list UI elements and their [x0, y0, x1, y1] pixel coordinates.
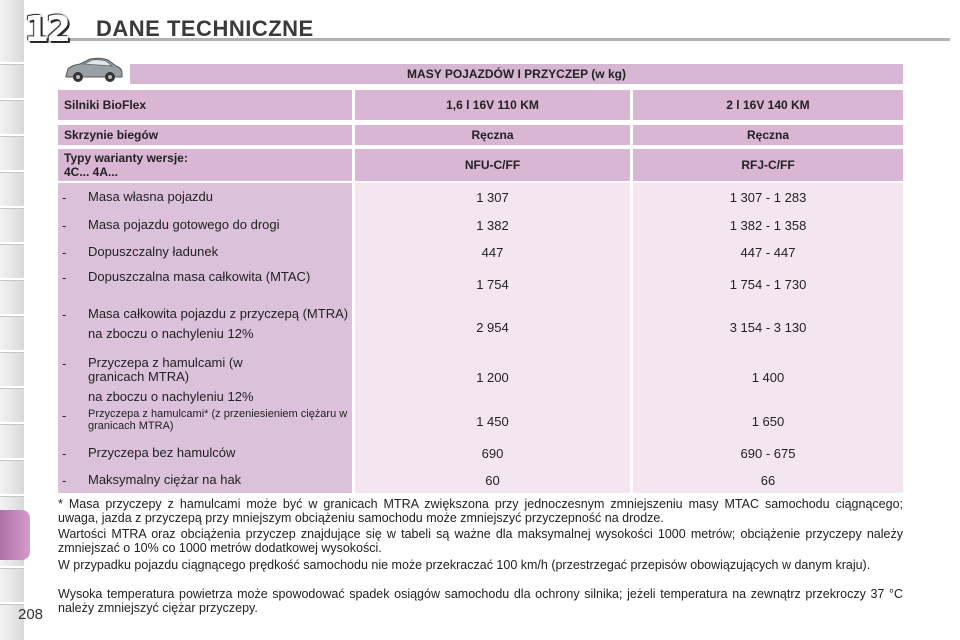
types-label — [58, 149, 352, 181]
row-label-sub: na zboczu o nachyleniu 12% — [88, 389, 254, 404]
table-row — [58, 408, 903, 436]
row-value-col2: 1 307 - 1 283 — [729, 190, 807, 205]
row-value-col2: 1 754 - 1 730 — [729, 277, 807, 292]
tab-divider — [0, 602, 24, 604]
table-row — [58, 270, 903, 300]
tab-divider — [0, 278, 24, 280]
table-header-types — [58, 149, 903, 181]
car-icon — [62, 54, 126, 86]
tab-divider — [0, 314, 24, 316]
table-header-engines — [58, 90, 903, 120]
row-label: Dopuszczalna masa całkowita (MTAC) — [88, 269, 311, 284]
row-value-col1: 1 307 — [476, 190, 509, 205]
row-label: Masa własna pojazdu — [88, 189, 214, 204]
engine-col2: 2 l 16V 140 KM — [633, 90, 903, 120]
engines-label: Silniki BioFlex — [58, 90, 352, 120]
table-row — [58, 218, 903, 234]
active-chapter-tab[interactable] — [0, 510, 30, 560]
table-header-gearbox — [58, 125, 903, 145]
table-row — [58, 190, 903, 206]
tab-divider — [0, 458, 24, 460]
types-label-line1: Typy warianty wersje: — [64, 151, 188, 165]
row-label: Przyczepa z hamulcami* (z przeniesieniem ciężaru w granicach MTRA) — [88, 408, 348, 432]
types-col2: RFJ-C/FF — [633, 149, 903, 181]
types-label-line2: 4C... 4A... — [64, 165, 119, 179]
tab-divider — [0, 62, 24, 64]
tab-divider — [0, 350, 24, 352]
types-col1: NFU-C/FF — [355, 149, 630, 181]
row-value-col1: 1 200 — [476, 370, 509, 385]
table-row — [58, 355, 903, 404]
table-row — [58, 446, 903, 462]
row-value-col1: 690 — [481, 446, 504, 461]
row-label — [88, 356, 268, 404]
row-label-main: Masa całkowita pojazdu z przyczepą (MTRA) — [88, 306, 349, 321]
tab-divider — [0, 566, 24, 568]
row-label-sub: na zboczu o nachyleniu 12% — [88, 326, 254, 341]
footnote: * Masa przyczepy z hamulcami może być w granicach MTRA zwiększona przy jednoczesnym zmniejszeniu masy MTAC samochodu ciągnącego; uwaga, jazda z przyczepą przy mniejszym obciążeniu samochodu może zmniejszyć przyczepność na drodze. — [58, 497, 903, 525]
tab-divider — [0, 206, 24, 208]
tab-divider — [0, 170, 24, 172]
row-dash: - — [62, 190, 67, 205]
row-label-main: Przyczepa z hamulcami (w granicach MTRA) — [88, 355, 243, 384]
table-title: MASY POJAZDÓW I PRZYCZEP (w kg) — [130, 64, 903, 84]
row-dash: - — [62, 270, 67, 285]
row-label — [88, 307, 350, 341]
tab-divider — [0, 386, 24, 388]
page-number: 208 — [18, 606, 44, 623]
row-value-col2: 66 — [760, 473, 776, 488]
row-label: Przyczepa bez hamulców — [88, 445, 236, 460]
page-title: DANE TECHNICZNE — [96, 16, 314, 41]
row-dash: - — [62, 307, 67, 322]
chapter-number: 12 — [23, 9, 69, 50]
row-value-col1: 1 382 — [476, 218, 509, 233]
tab-divider — [0, 242, 24, 244]
row-value-col1: 1 450 — [476, 414, 509, 429]
table-row — [58, 307, 903, 349]
row-value-col1: 447 — [481, 245, 504, 260]
row-value-col2: 447 - 447 — [740, 245, 796, 260]
tab-divider — [0, 422, 24, 424]
row-value-col2: 1 650 — [751, 414, 785, 429]
note-paragraph: Wartości MTRA oraz obciążenia przyczep znajdujące się w tabeli są ważne dla maksymalnej wysokości 1000 metrów; obciążenie przyczepy należy zmniejszać o 10% co 1000 metrów dodatkowej wysokości. — [58, 527, 903, 555]
row-dash: - — [62, 218, 67, 233]
row-dash: - — [62, 408, 67, 423]
row-value-col1: 1 754 — [476, 277, 509, 292]
row-value-col2: 690 - 675 — [740, 446, 796, 461]
row-value-col2: 3 154 - 3 130 — [729, 320, 807, 335]
note-paragraph: Wysoka temperatura powietrza może spowodować spadek osiągów samochodu dla ochrony silnika; jeżeli temperatura na zewnątrz przekroczy 37 °C należy zmniejszyć ciężar przyczepy. — [58, 587, 903, 615]
table-row — [58, 245, 903, 261]
tab-divider — [0, 494, 24, 496]
engine-col1: 1,6 l 16V 110 KM — [355, 90, 630, 120]
gearbox-col1: Ręczna — [355, 125, 630, 145]
row-dash: - — [62, 356, 67, 371]
tab-divider — [0, 134, 24, 136]
chapter-badge — [20, 8, 72, 52]
tab-divider — [0, 98, 24, 100]
row-dash: - — [62, 245, 67, 260]
note-paragraph: W przypadku pojazdu ciągnącego prędkość samochodu nie może przekraczać 100 km/h (przestrzegać przepisów obowiązujących w danym kraju). — [58, 558, 871, 572]
row-value-col2: 1 382 - 1 358 — [729, 218, 807, 233]
row-value-col1: 2 954 — [476, 320, 509, 335]
gearbox-label: Skrzynie biegów — [58, 125, 352, 145]
row-label: Maksymalny ciężar na hak — [88, 472, 242, 487]
row-dash: - — [62, 473, 67, 488]
row-value-col1: 60 — [485, 473, 500, 488]
row-dash: - — [62, 446, 67, 461]
gearbox-col2: Ręczna — [633, 125, 903, 145]
row-value-col2: 1 400 — [751, 370, 785, 385]
row-label: Masa pojazdu gotowego do drogi — [88, 217, 280, 232]
row-label: Dopuszczalny ładunek — [88, 244, 219, 259]
table-row — [58, 473, 903, 489]
